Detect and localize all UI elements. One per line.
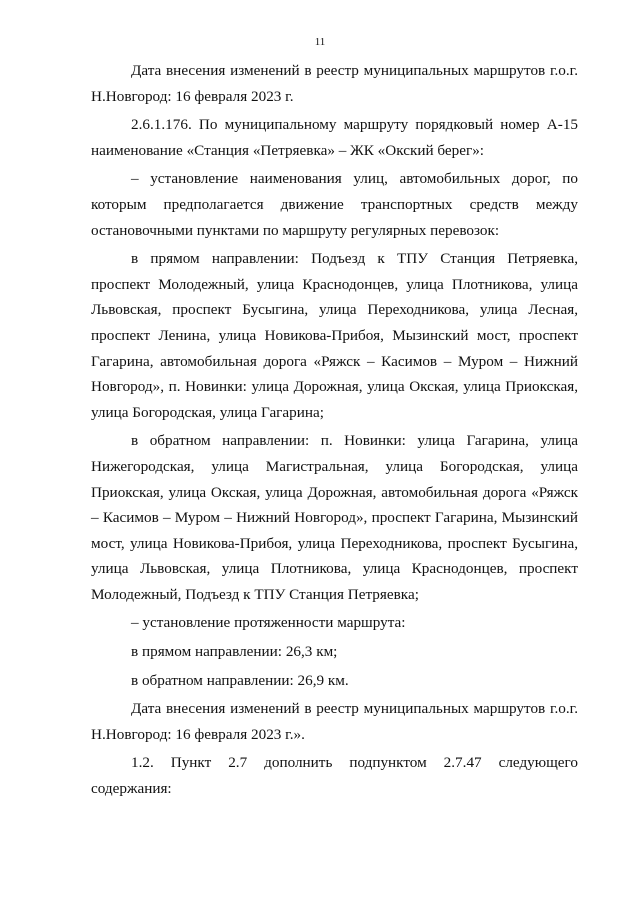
- paragraph-registry-date-final: Дата внесения изменений в реестр муниципальных маршрутов г.о.г. Н.Новгород: 16 февраля 2023 г.».: [91, 700, 578, 743]
- paragraph-reverse-length: в обратном направлении: 26,9 км.: [131, 671, 349, 689]
- paragraph-route-heading: 2.6.1.176. По муниципальному маршруту порядковый номер А-15 наименование «Станция «Петряевка» – ЖК «Окский берег»:: [91, 116, 578, 159]
- document-body: [91, 58, 578, 802]
- paragraph-length-intro: – установление протяженности маршрута:: [131, 614, 406, 632]
- paragraph-amendment: 1.2. Пункт 2.7 дополнить подпунктом 2.7.47 следующего содержания:: [91, 754, 578, 798]
- paragraph-streets-intro: – установление наименования улиц, автомобильных дорог, по которым предполагается движение транспортных средств между остановочными пунктами по маршруту регулярных перевозок:: [91, 170, 578, 239]
- paragraph-forward-direction: в прямом направлении: Подъезд к ТПУ Станция Петряевка, проспект Молодежный, улица Краснодонцев, улица Плотникова, улица Львовская, проспект Бусыгина, улица Переходникова, улица Лесная, проспект Ленина, улица Новикова-Прибоя, Мызинский мост, проспект Гагарина, автомобильная дорога «Ряжск – Касимов – Муром – Нижний Новгород», п. Новинки: улица Дорожная, улица Окская, улица Приокская, улица Богородская, улица Гагарина;: [91, 250, 578, 421]
- page-number: 11: [314, 36, 326, 48]
- paragraph-forward-length: в прямом направлении: 26,3 км;: [131, 643, 338, 661]
- paragraph-reverse-direction: в обратном направлении: п. Новинки: улица Гагарина, улица Нижегородская, улица Магистральная, улица Богородская, улица Приокская, улица Окская, улица Дорожная, автомобильная дорога «Ряжск – Касимов – Муром – Нижний Новгород», проспект Гагарина, Мызинский мост, улица Новикова-Прибоя, улица Переходникова, проспект Бусыгина, улица Львовская, улица Плотникова, улица Краснодонцев, проспект Молодежный, Подъезд к ТПУ Станция Петряевка;: [91, 432, 578, 603]
- paragraph-registry-date: Дата внесения изменений в реестр муниципальных маршрутов г.о.г. Н.Новгород: 16 февраля 2023 г.: [91, 62, 578, 105]
